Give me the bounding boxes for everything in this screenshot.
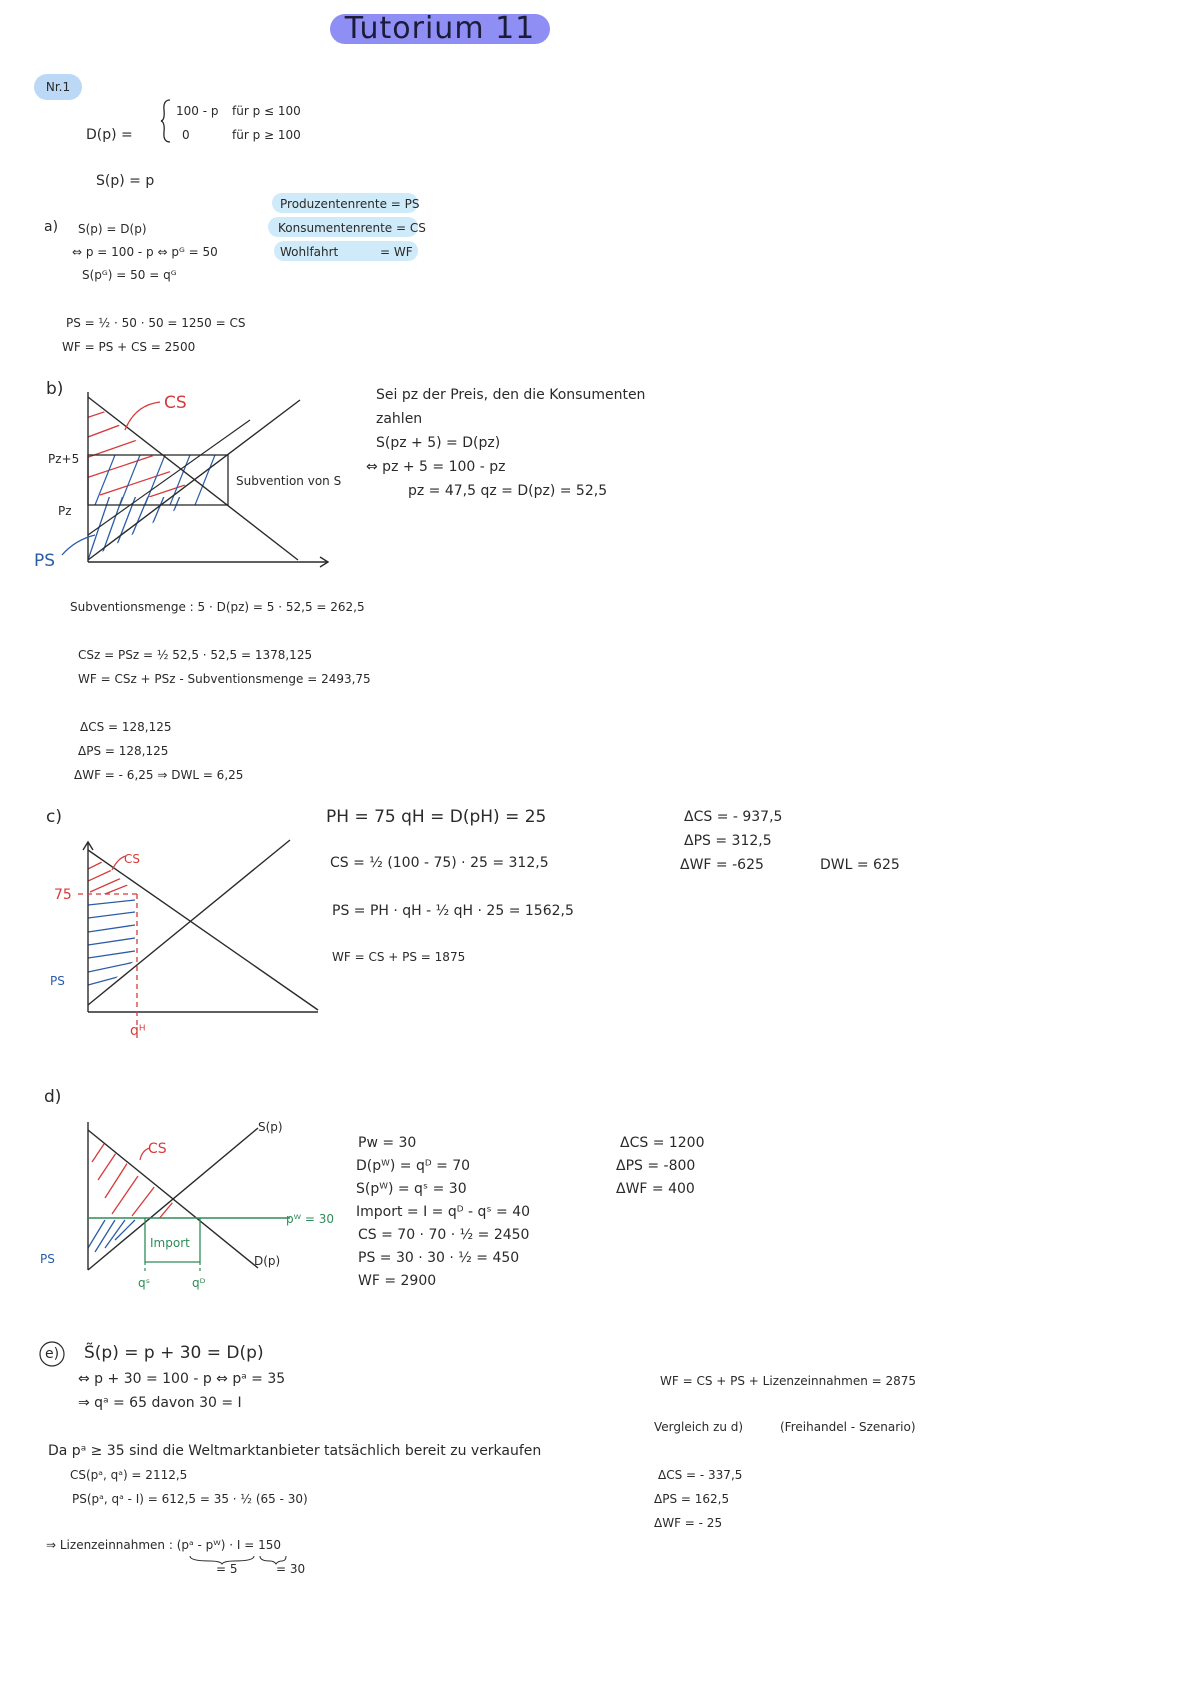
part-e-line: PS(pᵃ, qᵃ - I) = 612,5 = 35 · ½ (65 - 30) (72, 1492, 308, 1506)
graph-d-import-label: Import (150, 1236, 190, 1250)
part-e-underbrace-2: = 30 (276, 1562, 306, 1576)
page-title: Tutorium 11 (344, 11, 536, 46)
part-c-delta-ps: ΔPS = 312,5 (684, 833, 772, 849)
part-a-line: S(pᴳ) = 50 = qᴳ (82, 268, 177, 282)
demand-lhs: D(p) = (86, 127, 133, 143)
graph-d-qd-label: qᴰ (192, 1276, 206, 1290)
part-e-line: ⇒ Lizenzeinnahmen : (pᵃ - pᵂ) · I = 150 (46, 1538, 282, 1552)
demand-case1-cond: für p ≤ 100 (232, 104, 301, 118)
part-e-compare: Vergleich zu d) (654, 1420, 744, 1434)
part-c-line: WF = CS + PS = 1875 (332, 950, 466, 964)
part-e-delta-cs: ΔCS = - 337,5 (658, 1468, 743, 1482)
part-b-text: Sei pz der Preis, den die Konsumenten (376, 387, 646, 403)
part-d-line: S(pᵂ) = qˢ = 30 (356, 1181, 467, 1197)
part-e-label: e) (45, 1346, 60, 1362)
graph-c-cs-label: CS (124, 852, 140, 866)
part-c-line: CS = ½ (100 - 75) · 25 = 312,5 (330, 855, 549, 871)
part-e-delta-wf: ΔWF = - 25 (654, 1516, 723, 1530)
graph-d-cs-label: CS (148, 1141, 167, 1157)
part-a-line: PS = ½ · 50 · 50 = 1250 = CS (66, 316, 246, 330)
part-e-line: Da pᵃ ≥ 35 sind die Weltmarktanbieter tatsächlich bereit zu verkaufen (48, 1443, 542, 1459)
legend-cs: Konsumentenrente = CS (278, 221, 426, 235)
part-b-delta-ps: ΔPS = 128,125 (78, 744, 169, 758)
part-a-line: ⇔ p = 100 - p ⇔ pᴳ = 50 (72, 245, 218, 259)
part-d-line: Import = I = qᴰ - qˢ = 40 (356, 1204, 531, 1220)
graph-d-d-label: D(p) (254, 1254, 281, 1268)
graph-b-pz-label: Pz (58, 504, 72, 518)
part-b-wf: WF = CSz + PSz - Subventionsmenge = 2493,75 (78, 672, 371, 686)
exercise-number-badge: Nr.1 (34, 74, 82, 100)
part-a-line: S(p) = D(p) (78, 222, 147, 236)
part-b-delta-cs: ΔCS = 128,125 (80, 720, 172, 734)
part-e-line: S̃(p) = p + 30 = D(p) (84, 1343, 264, 1363)
part-a-label: a) (44, 219, 59, 235)
graph-c-75-label: 75 (54, 887, 72, 903)
part-d-line: WF = 2900 (358, 1273, 437, 1289)
part-d-line: Pw = 30 (358, 1135, 417, 1151)
part-d-delta-cs: ΔCS = 1200 (620, 1135, 705, 1151)
part-b-delta-wf: ΔWF = - 6,25 ⇒ DWL = 6,25 (74, 768, 244, 782)
demand-case2-expr: 0 (182, 128, 190, 142)
part-d-line: D(pᵂ) = qᴰ = 70 (356, 1158, 471, 1174)
part-c-delta-wf: ΔWF = -625 (680, 857, 764, 873)
graph-b-pz5-label: Pz+5 (48, 452, 80, 466)
supply-function: S(p) = p (96, 173, 155, 189)
part-d-line: PS = 30 · 30 · ½ = 450 (358, 1250, 520, 1266)
part-c-label: c) (46, 807, 62, 827)
graph-b-ps-label: PS (34, 551, 56, 571)
demand-case1-expr: 100 - p (176, 104, 219, 118)
legend-ps: Produzentenrente = PS (280, 197, 420, 211)
part-e-wf: WF = CS + PS + Lizenzeinnahmen = 2875 (660, 1374, 917, 1388)
part-c-line: PS = PH · qH - ½ qH · 25 = 1562,5 (332, 903, 574, 919)
part-b-subsidy-amount: Subventionsmenge : 5 · D(pz) = 5 · 52,5 = 262,5 (70, 600, 365, 614)
part-c-dwl: DWL = 625 (820, 857, 900, 873)
legend-wf: Wohlfahrt (280, 245, 339, 259)
demand-case2-cond: für p ≥ 100 (232, 128, 301, 142)
graph-d-pw-label: pᵂ = 30 (286, 1212, 335, 1226)
part-d-delta-ps: ΔPS = -800 (616, 1158, 696, 1174)
graph-d-qs-label: qˢ (138, 1276, 151, 1290)
part-d-delta-wf: ΔWF = 400 (616, 1181, 695, 1197)
part-b-label: b) (46, 379, 64, 399)
part-d-line: CS = 70 · 70 · ½ = 2450 (358, 1227, 530, 1243)
part-b-text: pz = 47,5 qz = D(pz) = 52,5 (408, 483, 608, 499)
part-b-cs-ps: CSz = PSz = ½ 52,5 · 52,5 = 1378,125 (78, 648, 313, 662)
part-c-delta-cs: ΔCS = - 937,5 (684, 809, 783, 825)
graph-c-ps-label: PS (50, 974, 65, 988)
part-e-line: ⇔ p + 30 = 100 - p ⇔ pᵃ = 35 (78, 1371, 286, 1387)
part-b-text: ⇔ pz + 5 = 100 - pz (366, 459, 506, 475)
underbraces (188, 1554, 288, 1564)
part-a-line: WF = PS + CS = 2500 (62, 340, 196, 354)
graph-b-subsidy-label: Subvention von S (236, 474, 342, 488)
part-e-underbrace-1: = 5 (216, 1562, 238, 1576)
part-b-text: S(pz + 5) = D(pz) (376, 435, 501, 451)
part-e-scenario: (Freihandel - Szenario) (780, 1420, 916, 1434)
graph-b-cs-label: CS (164, 393, 187, 413)
part-b-text: zahlen (376, 411, 423, 427)
part-e-line: ⇒ qᵃ = 65 davon 30 = I (78, 1395, 242, 1411)
graph-c-qh-label: qᴴ (130, 1023, 146, 1039)
legend-wf-eq: = WF (380, 245, 413, 259)
graph-d-ps-label: PS (40, 1252, 55, 1266)
part-e-delta-ps: ΔPS = 162,5 (654, 1492, 730, 1506)
part-d-label: d) (44, 1087, 62, 1107)
part-e-line: CS(pᵃ, qᵃ) = 2112,5 (70, 1468, 188, 1482)
part-c-line: PH = 75 qH = D(pH) = 25 (326, 807, 547, 827)
graph-d-s-label: S(p) (258, 1120, 283, 1134)
